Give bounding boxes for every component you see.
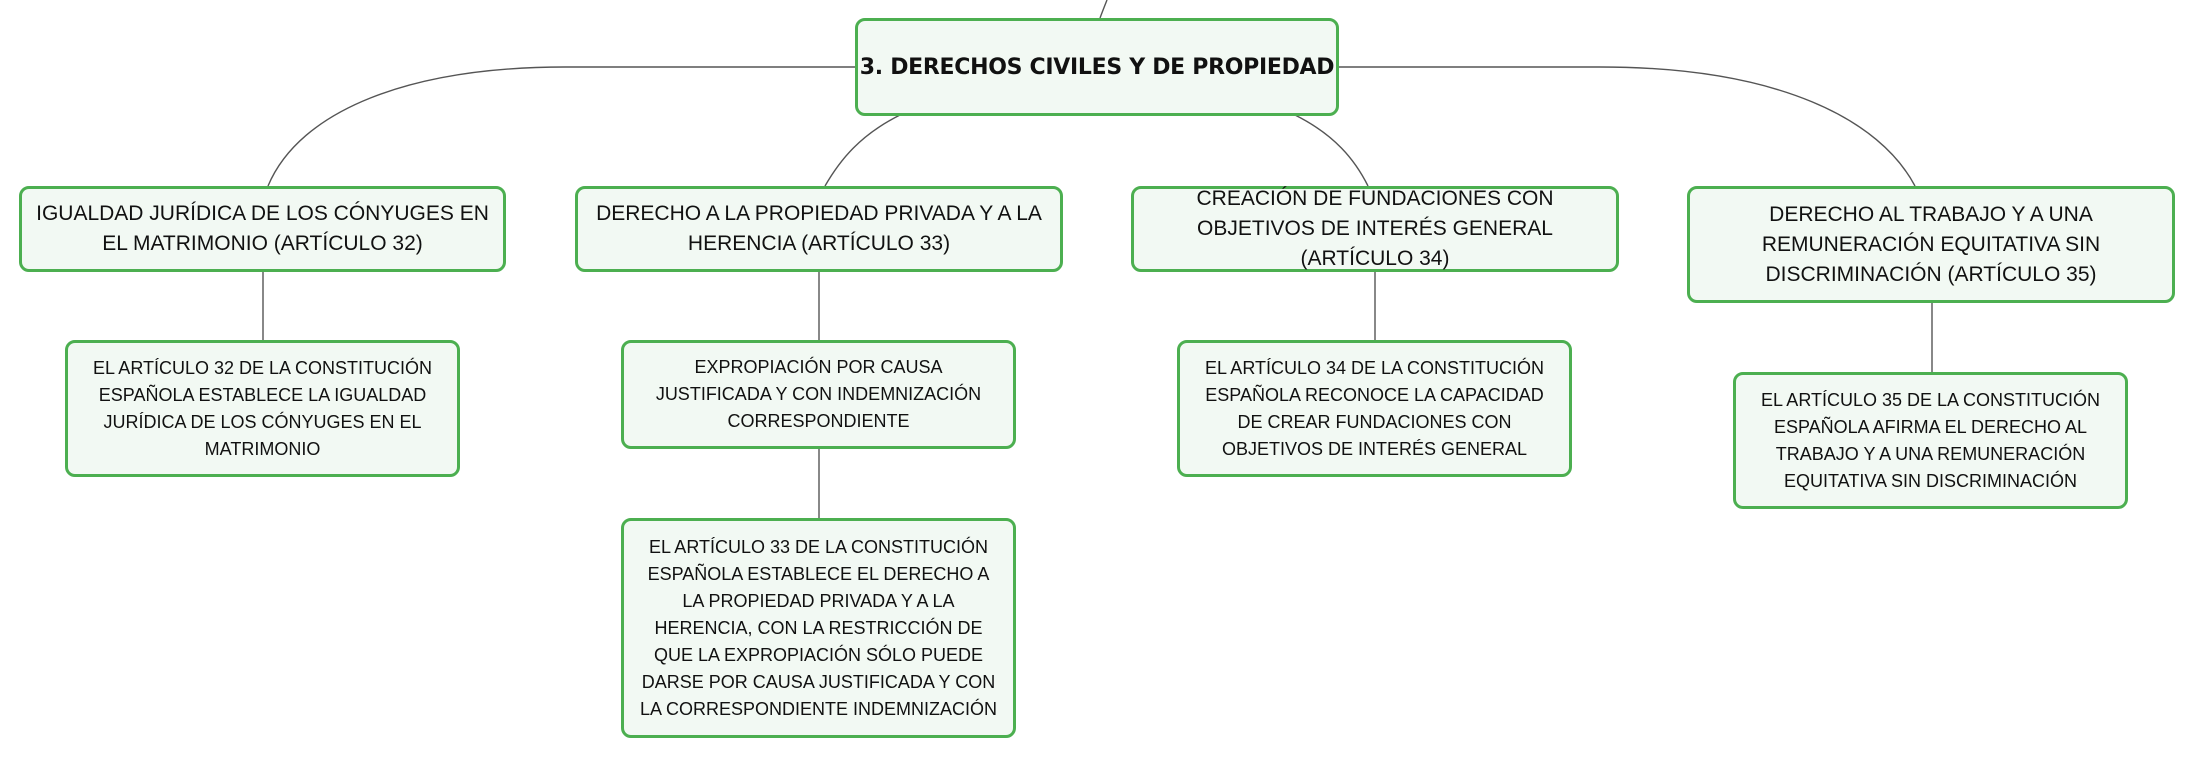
- detail-node-articulo-34[interactable]: EL ARTÍCULO 34 DE LA CONSTITUCIÓN ESPAÑOLA RECONOCE LA CAPACIDAD DE CREAR FUNDACIONES CON OBJETIVOS DE INTERÉS GENERAL: [1177, 340, 1572, 477]
- connector-root-branch-1: [268, 67, 855, 186]
- detail-node-articulo-35[interactable]: EL ARTÍCULO 35 DE LA CONSTITUCIÓN ESPAÑOLA AFIRMA EL DERECHO AL TRABAJO Y A UNA REMUNERACIÓN EQUITATIVA SIN DISCRIMINACIÓN: [1733, 372, 2128, 509]
- root-parent-connector: [1100, 0, 1107, 18]
- branch-topic-articulo-34[interactable]: CREACIÓN DE FUNDACIONES CON OBJETIVOS DE INTERÉS GENERAL (ARTÍCULO 34): [1131, 186, 1619, 272]
- detail-node-articulo-32[interactable]: EL ARTÍCULO 32 DE LA CONSTITUCIÓN ESPAÑOLA ESTABLECE LA IGUALDAD JURÍDICA DE LOS CÓNYUGES EN EL MATRIMONIO: [65, 340, 460, 477]
- branch-topic-articulo-32[interactable]: IGUALDAD JURÍDICA DE LOS CÓNYUGES EN EL MATRIMONIO (ARTÍCULO 32): [19, 186, 506, 272]
- connector-root-branch-3: [1295, 115, 1368, 186]
- detail-node-articulo-33[interactable]: EL ARTÍCULO 33 DE LA CONSTITUCIÓN ESPAÑOLA ESTABLECE EL DERECHO A LA PROPIEDAD PRIVADA Y A LA HERENCIA, CON LA RESTRICCIÓN DE QUE LA EXPROPIACIÓN SÓLO PUEDE DARSE POR CAUSA JUSTIFICADA Y CON LA CORRESPONDIENTE INDEMNIZACIÓN: [621, 518, 1016, 738]
- root-topic[interactable]: 3. DERECHOS CIVILES Y DE PROPIEDAD: [855, 18, 1339, 116]
- connector-root-branch-4: [1338, 67, 1915, 186]
- branch-topic-articulo-35[interactable]: DERECHO AL TRABAJO Y A UNA REMUNERACIÓN EQUITATIVA SIN DISCRIMINACIÓN (ARTÍCULO 35): [1687, 186, 2175, 303]
- connector-root-branch-2: [825, 115, 900, 186]
- detail-node-expropiacion[interactable]: EXPROPIACIÓN POR CAUSA JUSTIFICADA Y CON INDEMNIZACIÓN CORRESPONDIENTE: [621, 340, 1016, 449]
- branch-topic-articulo-33[interactable]: DERECHO A LA PROPIEDAD PRIVADA Y A LA HERENCIA (ARTÍCULO 33): [575, 186, 1063, 272]
